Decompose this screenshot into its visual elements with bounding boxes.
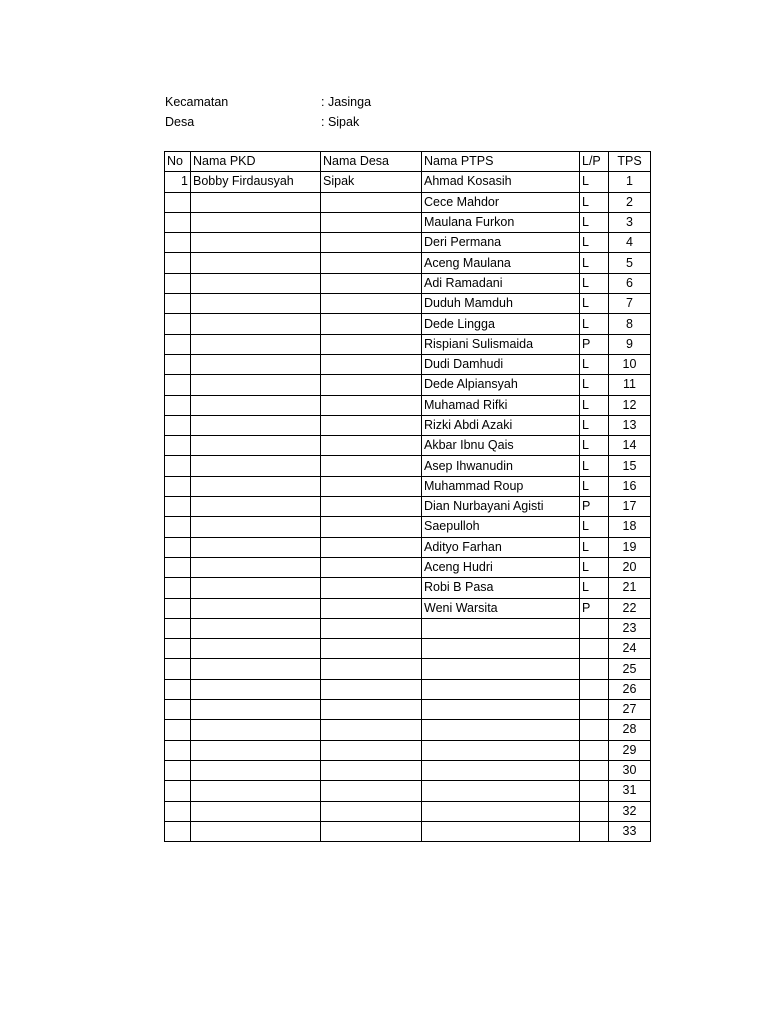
header-nama-desa: Nama Desa xyxy=(321,152,422,172)
cell-no xyxy=(165,294,191,314)
cell-lp: P xyxy=(580,334,609,354)
cell-nama-pkd xyxy=(191,456,321,476)
cell-no xyxy=(165,517,191,537)
cell-no xyxy=(165,557,191,577)
cell-lp: L xyxy=(580,456,609,476)
header-nama-ptps: Nama PTPS xyxy=(422,152,580,172)
desa-label: Desa xyxy=(165,115,195,129)
cell-lp xyxy=(580,720,609,740)
header-lp: L/P xyxy=(580,152,609,172)
cell-nama-ptps: Dede Lingga xyxy=(422,314,580,334)
cell-nama-desa xyxy=(321,192,422,212)
cell-lp: P xyxy=(580,497,609,517)
cell-no xyxy=(165,375,191,395)
kecamatan-row xyxy=(165,92,371,112)
cell-nama-pkd xyxy=(191,679,321,699)
cell-no xyxy=(165,415,191,435)
cell-lp xyxy=(580,679,609,699)
cell-nama-desa xyxy=(321,233,422,253)
cell-nama-pkd xyxy=(191,497,321,517)
cell-nama-desa xyxy=(321,679,422,699)
table-row xyxy=(165,233,651,253)
cell-nama-desa xyxy=(321,578,422,598)
cell-nama-ptps: Aceng Maulana xyxy=(422,253,580,273)
desa-row xyxy=(165,112,371,132)
table-row xyxy=(165,557,651,577)
cell-nama-ptps xyxy=(422,618,580,638)
cell-nama-pkd xyxy=(191,233,321,253)
cell-lp xyxy=(580,821,609,841)
header-nama-pkd: Nama PKD xyxy=(191,152,321,172)
cell-nama-ptps xyxy=(422,639,580,659)
cell-no xyxy=(165,212,191,232)
cell-nama-pkd xyxy=(191,578,321,598)
cell-nama-desa xyxy=(321,497,422,517)
cell-nama-ptps xyxy=(422,760,580,780)
cell-nama-desa xyxy=(321,334,422,354)
cell-tps: 19 xyxy=(609,537,651,557)
header-tps: TPS xyxy=(609,152,651,172)
ptps-table xyxy=(164,151,651,842)
table-row xyxy=(165,821,651,841)
cell-tps: 12 xyxy=(609,395,651,415)
cell-no xyxy=(165,821,191,841)
cell-lp: L xyxy=(580,557,609,577)
cell-nama-ptps: Aceng Hudri xyxy=(422,557,580,577)
cell-nama-pkd xyxy=(191,801,321,821)
cell-nama-ptps: Muhammad Roup xyxy=(422,476,580,496)
table-row xyxy=(165,659,651,679)
cell-lp: L xyxy=(580,476,609,496)
cell-nama-pkd xyxy=(191,517,321,537)
table-row xyxy=(165,395,651,415)
cell-nama-pkd xyxy=(191,821,321,841)
table-row xyxy=(165,476,651,496)
cell-nama-desa xyxy=(321,618,422,638)
cell-nama-ptps xyxy=(422,720,580,740)
cell-nama-desa xyxy=(321,537,422,557)
cell-nama-ptps xyxy=(422,781,580,801)
cell-tps: 5 xyxy=(609,253,651,273)
cell-lp: L xyxy=(580,253,609,273)
cell-nama-ptps: Asep Ihwanudin xyxy=(422,456,580,476)
cell-lp xyxy=(580,639,609,659)
cell-tps: 27 xyxy=(609,700,651,720)
cell-tps: 22 xyxy=(609,598,651,618)
cell-nama-pkd xyxy=(191,375,321,395)
cell-no xyxy=(165,354,191,374)
cell-nama-desa xyxy=(321,395,422,415)
cell-lp xyxy=(580,801,609,821)
table-row xyxy=(165,760,651,780)
cell-nama-pkd xyxy=(191,760,321,780)
cell-nama-ptps: Adi Ramadani xyxy=(422,273,580,293)
cell-no xyxy=(165,801,191,821)
cell-nama-desa xyxy=(321,700,422,720)
table-row xyxy=(165,314,651,334)
cell-nama-pkd xyxy=(191,314,321,334)
cell-no xyxy=(165,334,191,354)
cell-no xyxy=(165,720,191,740)
cell-nama-desa xyxy=(321,781,422,801)
cell-nama-pkd xyxy=(191,781,321,801)
cell-nama-pkd xyxy=(191,720,321,740)
cell-nama-desa xyxy=(321,212,422,232)
cell-tps: 26 xyxy=(609,679,651,699)
table-row xyxy=(165,436,651,456)
cell-nama-ptps: Deri Permana xyxy=(422,233,580,253)
cell-nama-pkd xyxy=(191,598,321,618)
cell-lp: L xyxy=(580,354,609,374)
cell-no xyxy=(165,618,191,638)
cell-nama-desa xyxy=(321,476,422,496)
table-header-row xyxy=(165,152,651,172)
cell-lp: L xyxy=(580,172,609,192)
cell-tps: 25 xyxy=(609,659,651,679)
cell-nama-desa xyxy=(321,659,422,679)
cell-nama-desa xyxy=(321,294,422,314)
table-row xyxy=(165,273,651,293)
cell-lp: L xyxy=(580,517,609,537)
table-row xyxy=(165,172,651,192)
cell-lp: L xyxy=(580,212,609,232)
cell-lp xyxy=(580,659,609,679)
cell-nama-pkd xyxy=(191,700,321,720)
table-row xyxy=(165,192,651,212)
cell-tps: 17 xyxy=(609,497,651,517)
table-row xyxy=(165,375,651,395)
cell-nama-pkd xyxy=(191,639,321,659)
cell-tps: 10 xyxy=(609,354,651,374)
cell-nama-ptps: Rispiani Sulismaida xyxy=(422,334,580,354)
cell-nama-pkd xyxy=(191,212,321,232)
cell-no xyxy=(165,740,191,760)
cell-nama-ptps: Duduh Mamduh xyxy=(422,294,580,314)
cell-nama-ptps xyxy=(422,659,580,679)
cell-nama-desa: Sipak xyxy=(321,172,422,192)
cell-nama-ptps: Dian Nurbayani Agisti xyxy=(422,497,580,517)
table-row xyxy=(165,700,651,720)
cell-nama-ptps xyxy=(422,821,580,841)
cell-lp: L xyxy=(580,314,609,334)
cell-nama-pkd xyxy=(191,294,321,314)
cell-no xyxy=(165,456,191,476)
cell-no xyxy=(165,497,191,517)
cell-nama-desa xyxy=(321,314,422,334)
cell-nama-desa xyxy=(321,253,422,273)
cell-nama-ptps: Dede Alpiansyah xyxy=(422,375,580,395)
cell-nama-ptps xyxy=(422,700,580,720)
cell-no xyxy=(165,781,191,801)
cell-nama-desa xyxy=(321,598,422,618)
cell-nama-desa xyxy=(321,740,422,760)
table-row xyxy=(165,781,651,801)
cell-nama-pkd xyxy=(191,618,321,638)
cell-nama-ptps: Weni Warsita xyxy=(422,598,580,618)
cell-tps: 14 xyxy=(609,436,651,456)
cell-nama-ptps: Maulana Furkon xyxy=(422,212,580,232)
cell-no xyxy=(165,273,191,293)
cell-tps: 15 xyxy=(609,456,651,476)
table-row xyxy=(165,253,651,273)
cell-nama-pkd xyxy=(191,192,321,212)
cell-nama-ptps xyxy=(422,740,580,760)
cell-nama-desa xyxy=(321,821,422,841)
table-row xyxy=(165,497,651,517)
cell-tps: 28 xyxy=(609,720,651,740)
cell-no xyxy=(165,578,191,598)
cell-nama-pkd xyxy=(191,476,321,496)
cell-lp xyxy=(580,740,609,760)
cell-tps: 18 xyxy=(609,517,651,537)
cell-no xyxy=(165,700,191,720)
cell-nama-pkd: Bobby Firdausyah xyxy=(191,172,321,192)
cell-no: 1 xyxy=(165,172,191,192)
table-row xyxy=(165,212,651,232)
cell-nama-pkd xyxy=(191,334,321,354)
cell-lp: L xyxy=(580,395,609,415)
cell-nama-ptps xyxy=(422,801,580,821)
cell-tps: 32 xyxy=(609,801,651,821)
cell-nama-pkd xyxy=(191,537,321,557)
cell-nama-pkd xyxy=(191,354,321,374)
cell-nama-desa xyxy=(321,456,422,476)
cell-nama-pkd xyxy=(191,557,321,577)
table-row xyxy=(165,618,651,638)
cell-nama-desa xyxy=(321,436,422,456)
cell-tps: 1 xyxy=(609,172,651,192)
cell-lp xyxy=(580,700,609,720)
cell-nama-pkd xyxy=(191,415,321,435)
cell-nama-desa xyxy=(321,557,422,577)
cell-no xyxy=(165,537,191,557)
cell-lp xyxy=(580,781,609,801)
cell-lp: P xyxy=(580,598,609,618)
cell-tps: 29 xyxy=(609,740,651,760)
cell-nama-ptps: Adityo Farhan xyxy=(422,537,580,557)
table-row xyxy=(165,740,651,760)
table-row xyxy=(165,415,651,435)
cell-tps: 8 xyxy=(609,314,651,334)
table-row xyxy=(165,578,651,598)
cell-lp: L xyxy=(580,233,609,253)
header-no: No xyxy=(165,152,191,172)
cell-nama-ptps: Dudi Damhudi xyxy=(422,354,580,374)
cell-no xyxy=(165,395,191,415)
cell-tps: 31 xyxy=(609,781,651,801)
cell-tps: 3 xyxy=(609,212,651,232)
cell-tps: 13 xyxy=(609,415,651,435)
cell-nama-pkd xyxy=(191,253,321,273)
cell-nama-ptps: Muhamad Rifki xyxy=(422,395,580,415)
cell-nama-desa xyxy=(321,517,422,537)
table-row xyxy=(165,537,651,557)
table-row xyxy=(165,598,651,618)
cell-tps: 6 xyxy=(609,273,651,293)
table-row xyxy=(165,334,651,354)
cell-tps: 16 xyxy=(609,476,651,496)
cell-lp: L xyxy=(580,192,609,212)
cell-nama-desa xyxy=(321,801,422,821)
desa-value: : Sipak xyxy=(321,115,360,129)
cell-nama-pkd xyxy=(191,395,321,415)
cell-no xyxy=(165,659,191,679)
cell-nama-pkd xyxy=(191,659,321,679)
table-row xyxy=(165,639,651,659)
cell-no xyxy=(165,314,191,334)
cell-lp: L xyxy=(580,273,609,293)
cell-nama-desa xyxy=(321,720,422,740)
cell-no xyxy=(165,253,191,273)
cell-nama-desa xyxy=(321,415,422,435)
cell-nama-pkd xyxy=(191,436,321,456)
cell-nama-pkd xyxy=(191,740,321,760)
cell-no xyxy=(165,233,191,253)
cell-nama-desa xyxy=(321,273,422,293)
cell-nama-ptps: Robi B Pasa xyxy=(422,578,580,598)
cell-no xyxy=(165,679,191,699)
cell-no xyxy=(165,639,191,659)
cell-no xyxy=(165,436,191,456)
cell-no xyxy=(165,760,191,780)
cell-nama-ptps: Cece Mahdor xyxy=(422,192,580,212)
cell-nama-ptps: Rizki Abdi Azaki xyxy=(422,415,580,435)
cell-nama-ptps: Akbar Ibnu Qais xyxy=(422,436,580,456)
cell-no xyxy=(165,598,191,618)
cell-nama-desa xyxy=(321,354,422,374)
cell-no xyxy=(165,192,191,212)
cell-lp: L xyxy=(580,294,609,314)
cell-tps: 30 xyxy=(609,760,651,780)
table-row xyxy=(165,354,651,374)
cell-nama-desa xyxy=(321,760,422,780)
cell-tps: 20 xyxy=(609,557,651,577)
kecamatan-label: Kecamatan xyxy=(165,95,229,109)
cell-tps: 11 xyxy=(609,375,651,395)
table-row xyxy=(165,517,651,537)
cell-tps: 23 xyxy=(609,618,651,638)
document-header xyxy=(165,92,371,132)
cell-lp: L xyxy=(580,578,609,598)
cell-lp: L xyxy=(580,415,609,435)
cell-nama-ptps: Saepulloh xyxy=(422,517,580,537)
cell-lp: L xyxy=(580,537,609,557)
cell-nama-desa xyxy=(321,639,422,659)
cell-nama-pkd xyxy=(191,273,321,293)
cell-nama-desa xyxy=(321,375,422,395)
cell-tps: 2 xyxy=(609,192,651,212)
cell-nama-ptps: Ahmad Kosasih xyxy=(422,172,580,192)
table-row xyxy=(165,801,651,821)
table-row xyxy=(165,720,651,740)
cell-no xyxy=(165,476,191,496)
cell-tps: 4 xyxy=(609,233,651,253)
table-row xyxy=(165,679,651,699)
cell-lp: L xyxy=(580,436,609,456)
cell-tps: 21 xyxy=(609,578,651,598)
cell-lp xyxy=(580,760,609,780)
table-body xyxy=(165,152,651,842)
cell-tps: 7 xyxy=(609,294,651,314)
cell-tps: 9 xyxy=(609,334,651,354)
cell-tps: 24 xyxy=(609,639,651,659)
cell-lp: L xyxy=(580,375,609,395)
cell-tps: 33 xyxy=(609,821,651,841)
table-row xyxy=(165,456,651,476)
cell-nama-ptps xyxy=(422,679,580,699)
kecamatan-value: : Jasinga xyxy=(321,95,372,109)
table-row xyxy=(165,294,651,314)
cell-lp xyxy=(580,618,609,638)
